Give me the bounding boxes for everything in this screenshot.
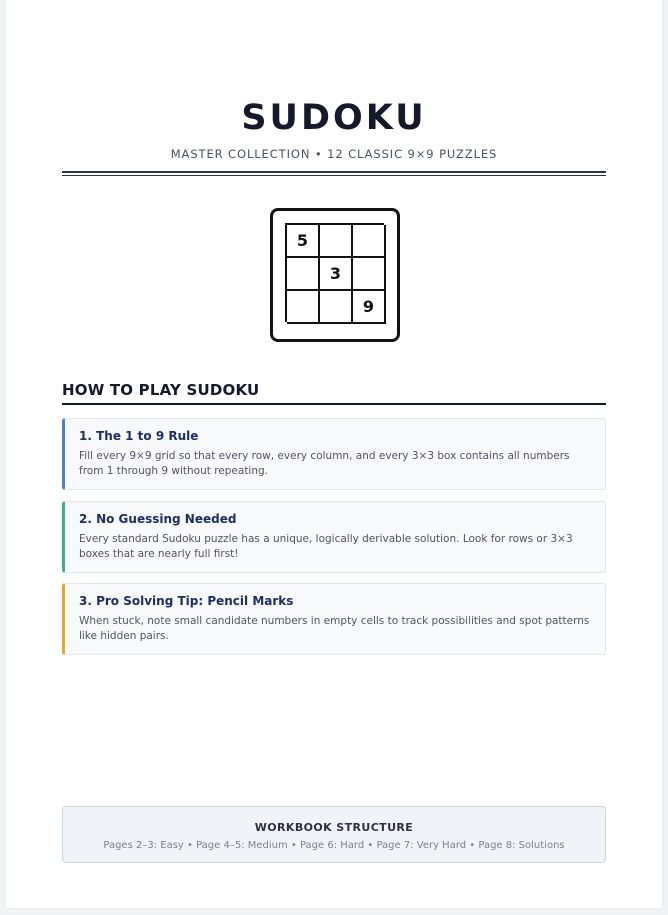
rule-title: 2. No Guessing Needed <box>79 512 237 526</box>
workbook-structure-box <box>62 806 606 863</box>
page-title: SUDOKU <box>241 98 427 138</box>
page-subtitle: MASTER COLLECTION • 12 CLASSIC 9×9 PUZZLES <box>170 147 498 161</box>
mini-cell: 5 <box>287 225 320 258</box>
title-divider <box>62 171 606 176</box>
mini-cell <box>353 258 386 291</box>
rule-card-1 <box>62 418 606 490</box>
rule-card-2 <box>62 501 606 573</box>
section-divider <box>62 403 606 405</box>
mini-cell <box>353 225 386 258</box>
mini-cell <box>320 291 353 324</box>
mini-cell <box>320 225 353 258</box>
page <box>6 0 662 908</box>
mini-cell <box>287 291 320 324</box>
rule-title: 1. The 1 to 9 Rule <box>79 429 199 443</box>
sudoku-grid-icon <box>270 208 400 342</box>
rule-card-3 <box>62 583 606 655</box>
mini-cell: 9 <box>353 291 386 324</box>
rule-text: When stuck, note small candidate numbers in empty cells to track possibilities and spot patterns like hidden pairs. <box>79 615 590 642</box>
rule-text: Fill every 9×9 grid so that every row, every column, and every 3×3 box contains all numbers from 1 through 9 without repeating. <box>79 450 570 477</box>
footer-text: Pages 2–3: Easy • Page 4–5: Medium • Page 6: Hard • Page 7: Very Hard • Page 8: Solutions <box>103 840 565 851</box>
rule-title: 3. Pro Solving Tip: Pencil Marks <box>79 594 294 608</box>
rule-text: Every standard Sudoku puzzle has a unique, logically derivable solution. Look for rows or 3×3 boxes that are nearly full first! <box>79 533 573 560</box>
mini-cell <box>287 258 320 291</box>
mini-cell: 3 <box>320 258 353 291</box>
section-heading: HOW TO PLAY SUDOKU <box>62 381 260 399</box>
mini-grid <box>285 223 384 322</box>
footer-title: WORKBOOK STRUCTURE <box>254 821 414 834</box>
